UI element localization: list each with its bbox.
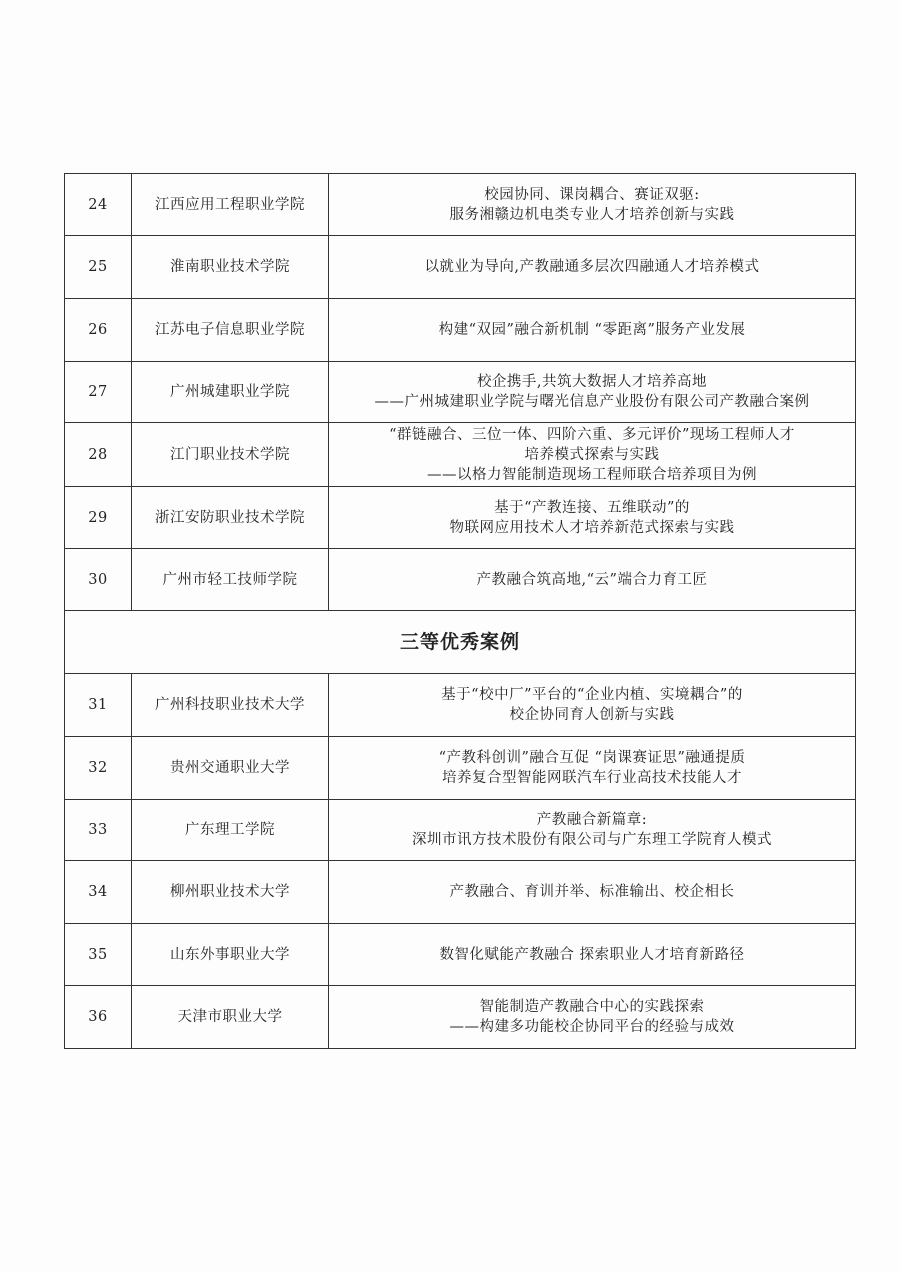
table-row	[65, 924, 856, 986]
case-number: 35	[65, 924, 132, 986]
case-title	[329, 299, 856, 362]
case-title	[329, 423, 856, 487]
case-number: 36	[65, 986, 132, 1049]
case-title-line: 服务湘赣边机电类专业人才培养创新与实践	[449, 206, 735, 223]
case-title	[329, 737, 856, 800]
school-name: 浙江安防职业技术学院	[132, 487, 329, 549]
case-title	[329, 487, 856, 549]
school-name: 淮南职业技术学院	[132, 236, 329, 299]
school-name: 广州城建职业学院	[132, 362, 329, 423]
case-title-line: 校企携手,共筑大数据人才培养高地	[476, 374, 708, 390]
table-row	[65, 362, 856, 423]
case-title	[329, 362, 856, 423]
section-row	[65, 611, 856, 674]
case-title-line: 智能制造产教融合中心的实践探索	[479, 999, 705, 1015]
case-title-line: ——以格力智能制造现场工程师联合培养项目为例	[427, 466, 757, 483]
table-row	[65, 986, 856, 1049]
case-number: 29	[65, 487, 132, 549]
case-title	[329, 674, 856, 737]
case-title-line: 培养复合型智能网联汽车行业高技术技能人才	[442, 770, 742, 786]
table-row	[65, 674, 856, 737]
school-name: 广州科技职业技术大学	[132, 674, 329, 737]
case-title	[329, 549, 856, 611]
case-title-line: “群链融合、三位一体、四阶六重、多元评价”现场工程师人才	[389, 426, 795, 443]
cases-table-body	[65, 174, 856, 1049]
school-name: 柳州职业技术大学	[132, 861, 329, 924]
case-title-line: 校园协同、课岗耦合、赛证双驱:	[484, 186, 700, 203]
case-number: 28	[65, 423, 132, 487]
case-title-line: 产教融合、育训并举、标准输出、校企相长	[449, 884, 735, 900]
case-number: 32	[65, 737, 132, 800]
case-title-line: “产教科创训”融合互促 “岗课赛证思”融通提质	[438, 750, 746, 766]
school-name: 江门职业技术学院	[132, 423, 329, 487]
school-name: 广东理工学院	[132, 800, 329, 861]
table-row	[65, 737, 856, 800]
school-name: 贵州交通职业大学	[132, 737, 329, 800]
case-title-line: 培养模式探索与实践	[524, 446, 660, 463]
case-title-line: 产教融合新篇章:	[536, 812, 648, 828]
case-title	[329, 861, 856, 924]
school-name: 山东外事职业大学	[132, 924, 329, 986]
case-title	[329, 800, 856, 861]
case-title-line: 基于“产教连接、五维联动”的	[494, 499, 690, 516]
case-title	[329, 174, 856, 236]
case-number: 25	[65, 236, 132, 299]
table-row	[65, 174, 856, 236]
section-heading: 三等优秀案例	[65, 611, 856, 674]
case-title-line: 产教融合筑高地,“云”端合力育工匠	[476, 571, 708, 588]
case-number: 31	[65, 674, 132, 737]
case-number: 27	[65, 362, 132, 423]
table-row	[65, 236, 856, 299]
case-number: 33	[65, 800, 132, 861]
case-title-line: ——构建多功能校企协同平台的经验与成效	[449, 1019, 735, 1035]
school-name: 江苏电子信息职业学院	[132, 299, 329, 362]
case-number: 24	[65, 174, 132, 236]
case-title-line: 以就业为导向,产教融通多层次四融通人才培养模式	[424, 259, 760, 275]
school-name: 江西应用工程职业学院	[132, 174, 329, 236]
case-title-line: 数智化赋能产教融合 探索职业人才培育新路径	[439, 946, 745, 963]
table-row	[65, 800, 856, 861]
case-title-line: ——广州城建职业学院与曙光信息产业股份有限公司产教融合案例	[374, 394, 810, 410]
table-row	[65, 299, 856, 362]
case-title-line: 校企协同育人创新与实践	[509, 707, 675, 723]
table-row	[65, 487, 856, 549]
case-number: 34	[65, 861, 132, 924]
table-row	[65, 423, 856, 487]
school-name: 天津市职业大学	[132, 986, 329, 1049]
case-title	[329, 236, 856, 299]
case-title-line: 基于“校中厂”平台的“企业内植、实境耦合”的	[441, 687, 743, 703]
case-title	[329, 986, 856, 1049]
case-title	[329, 924, 856, 986]
case-title-line: 物联网应用技术人才培养新范式探索与实践	[449, 519, 735, 536]
table-row	[65, 861, 856, 924]
case-number: 26	[65, 299, 132, 362]
table-row	[65, 549, 856, 611]
case-title-line: 深圳市讯方技术股份有限公司与广东理工学院育人模式	[412, 832, 772, 848]
award-cases-table	[64, 173, 856, 1049]
case-title-line: 构建“双园”融合新机制 “零距离”服务产业发展	[438, 322, 746, 338]
case-number: 30	[65, 549, 132, 611]
school-name: 广州市轻工技师学院	[132, 549, 329, 611]
